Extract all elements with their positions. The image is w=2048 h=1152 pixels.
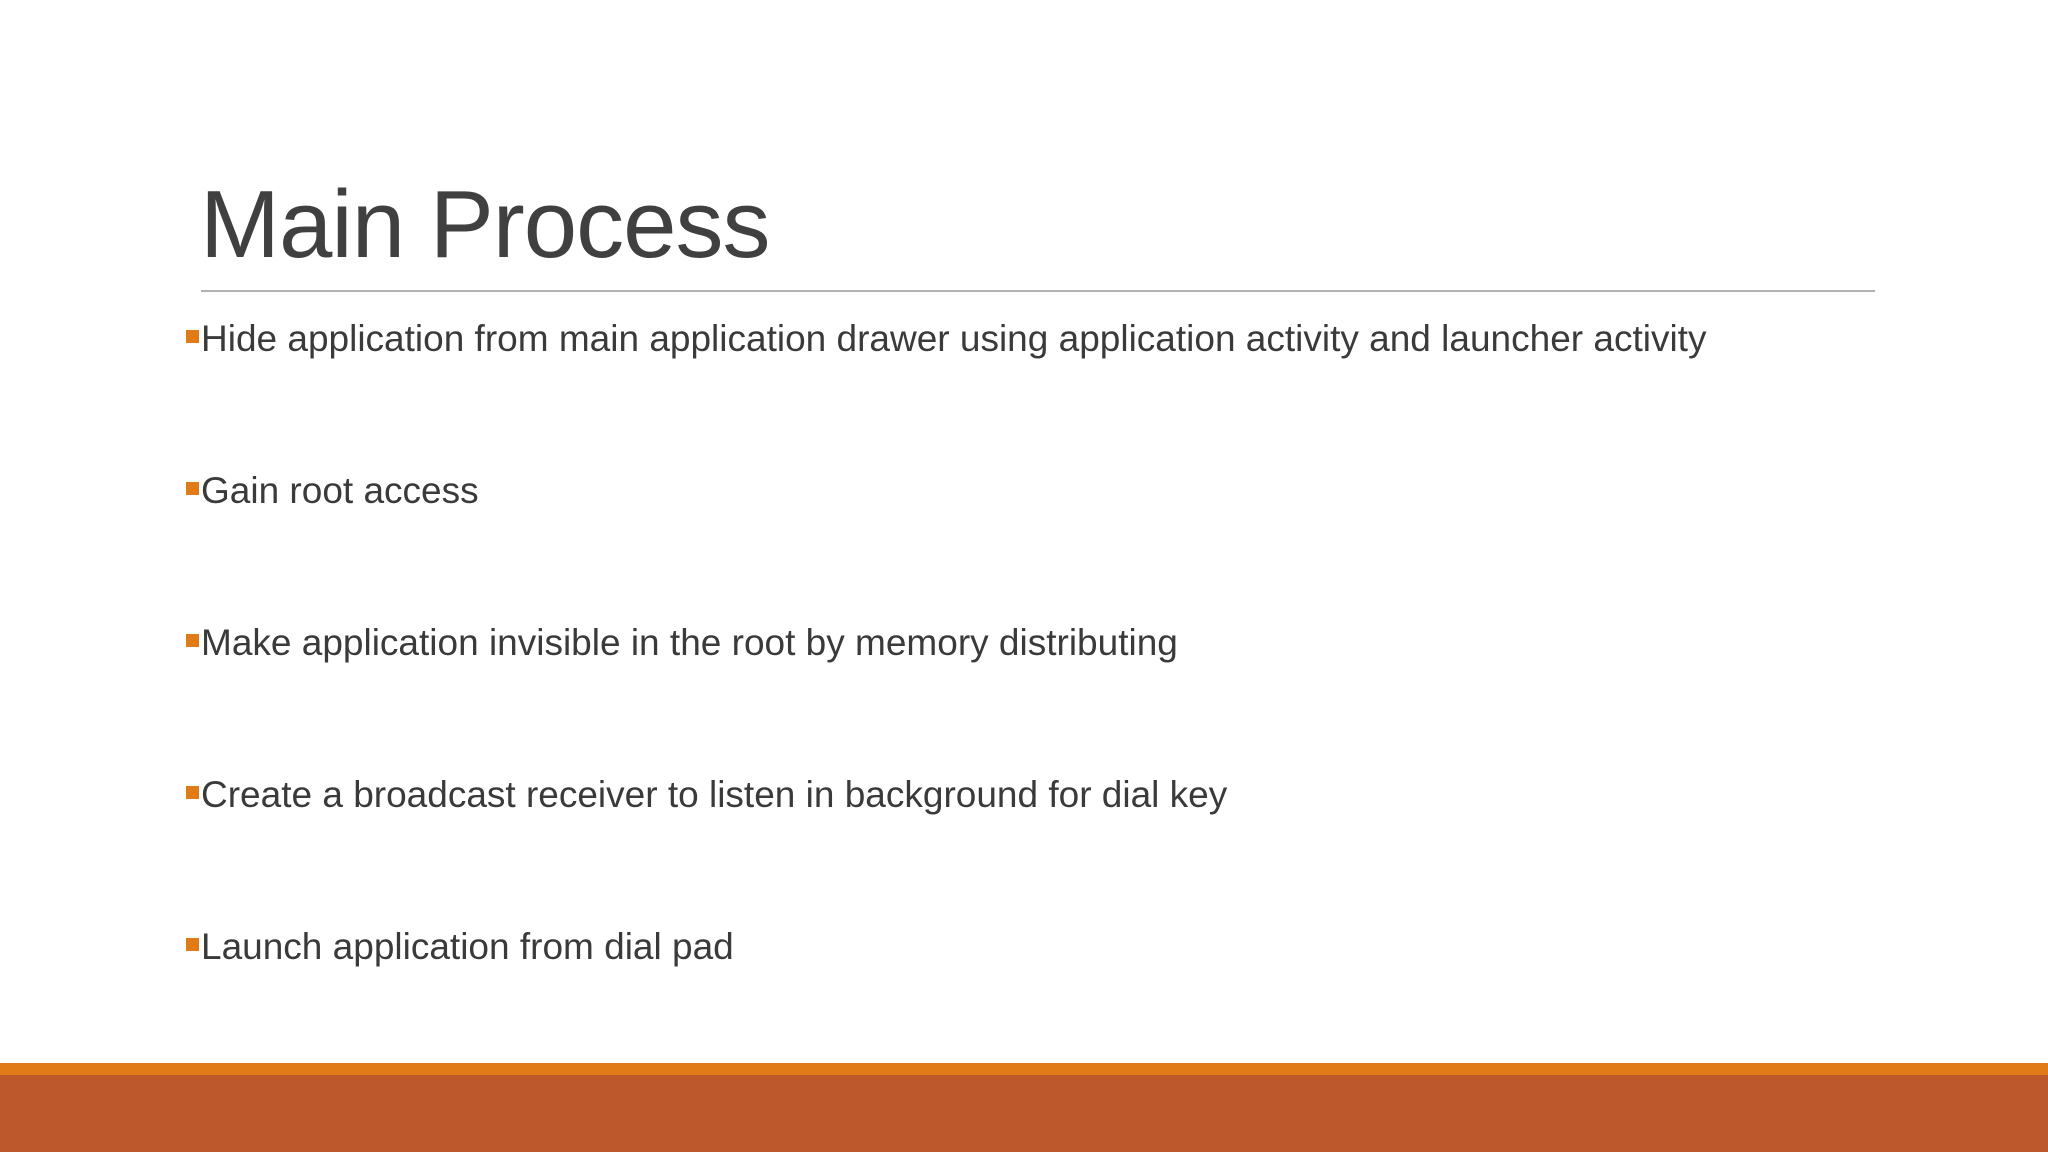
slide-title: Main Process — [200, 171, 770, 278]
bullet-text: Create a broadcast receiver to listen in background for dial key — [201, 774, 1228, 815]
footer-band — [0, 1075, 2048, 1152]
bullet-list — [186, 314, 1706, 1074]
footer-accent-stripe — [0, 1063, 2048, 1075]
bullet-item — [186, 770, 1706, 922]
bullet-text: Launch application from dial pad — [201, 926, 734, 967]
bullet-item — [186, 618, 1706, 770]
square-bullet-icon — [186, 938, 199, 951]
bullet-item — [186, 466, 1706, 618]
square-bullet-icon — [186, 786, 199, 799]
square-bullet-icon — [186, 330, 199, 343]
bullet-text: Make application invisible in the root by memory distributing — [201, 622, 1178, 663]
bullet-item — [186, 314, 1706, 466]
bullet-text: Gain root access — [201, 470, 479, 511]
title-divider — [201, 290, 1875, 292]
bullet-item — [186, 922, 1706, 1074]
square-bullet-icon — [186, 634, 199, 647]
square-bullet-icon — [186, 482, 199, 495]
bullet-text: Hide application from main application drawer using application activity and launcher activity — [201, 318, 1707, 359]
